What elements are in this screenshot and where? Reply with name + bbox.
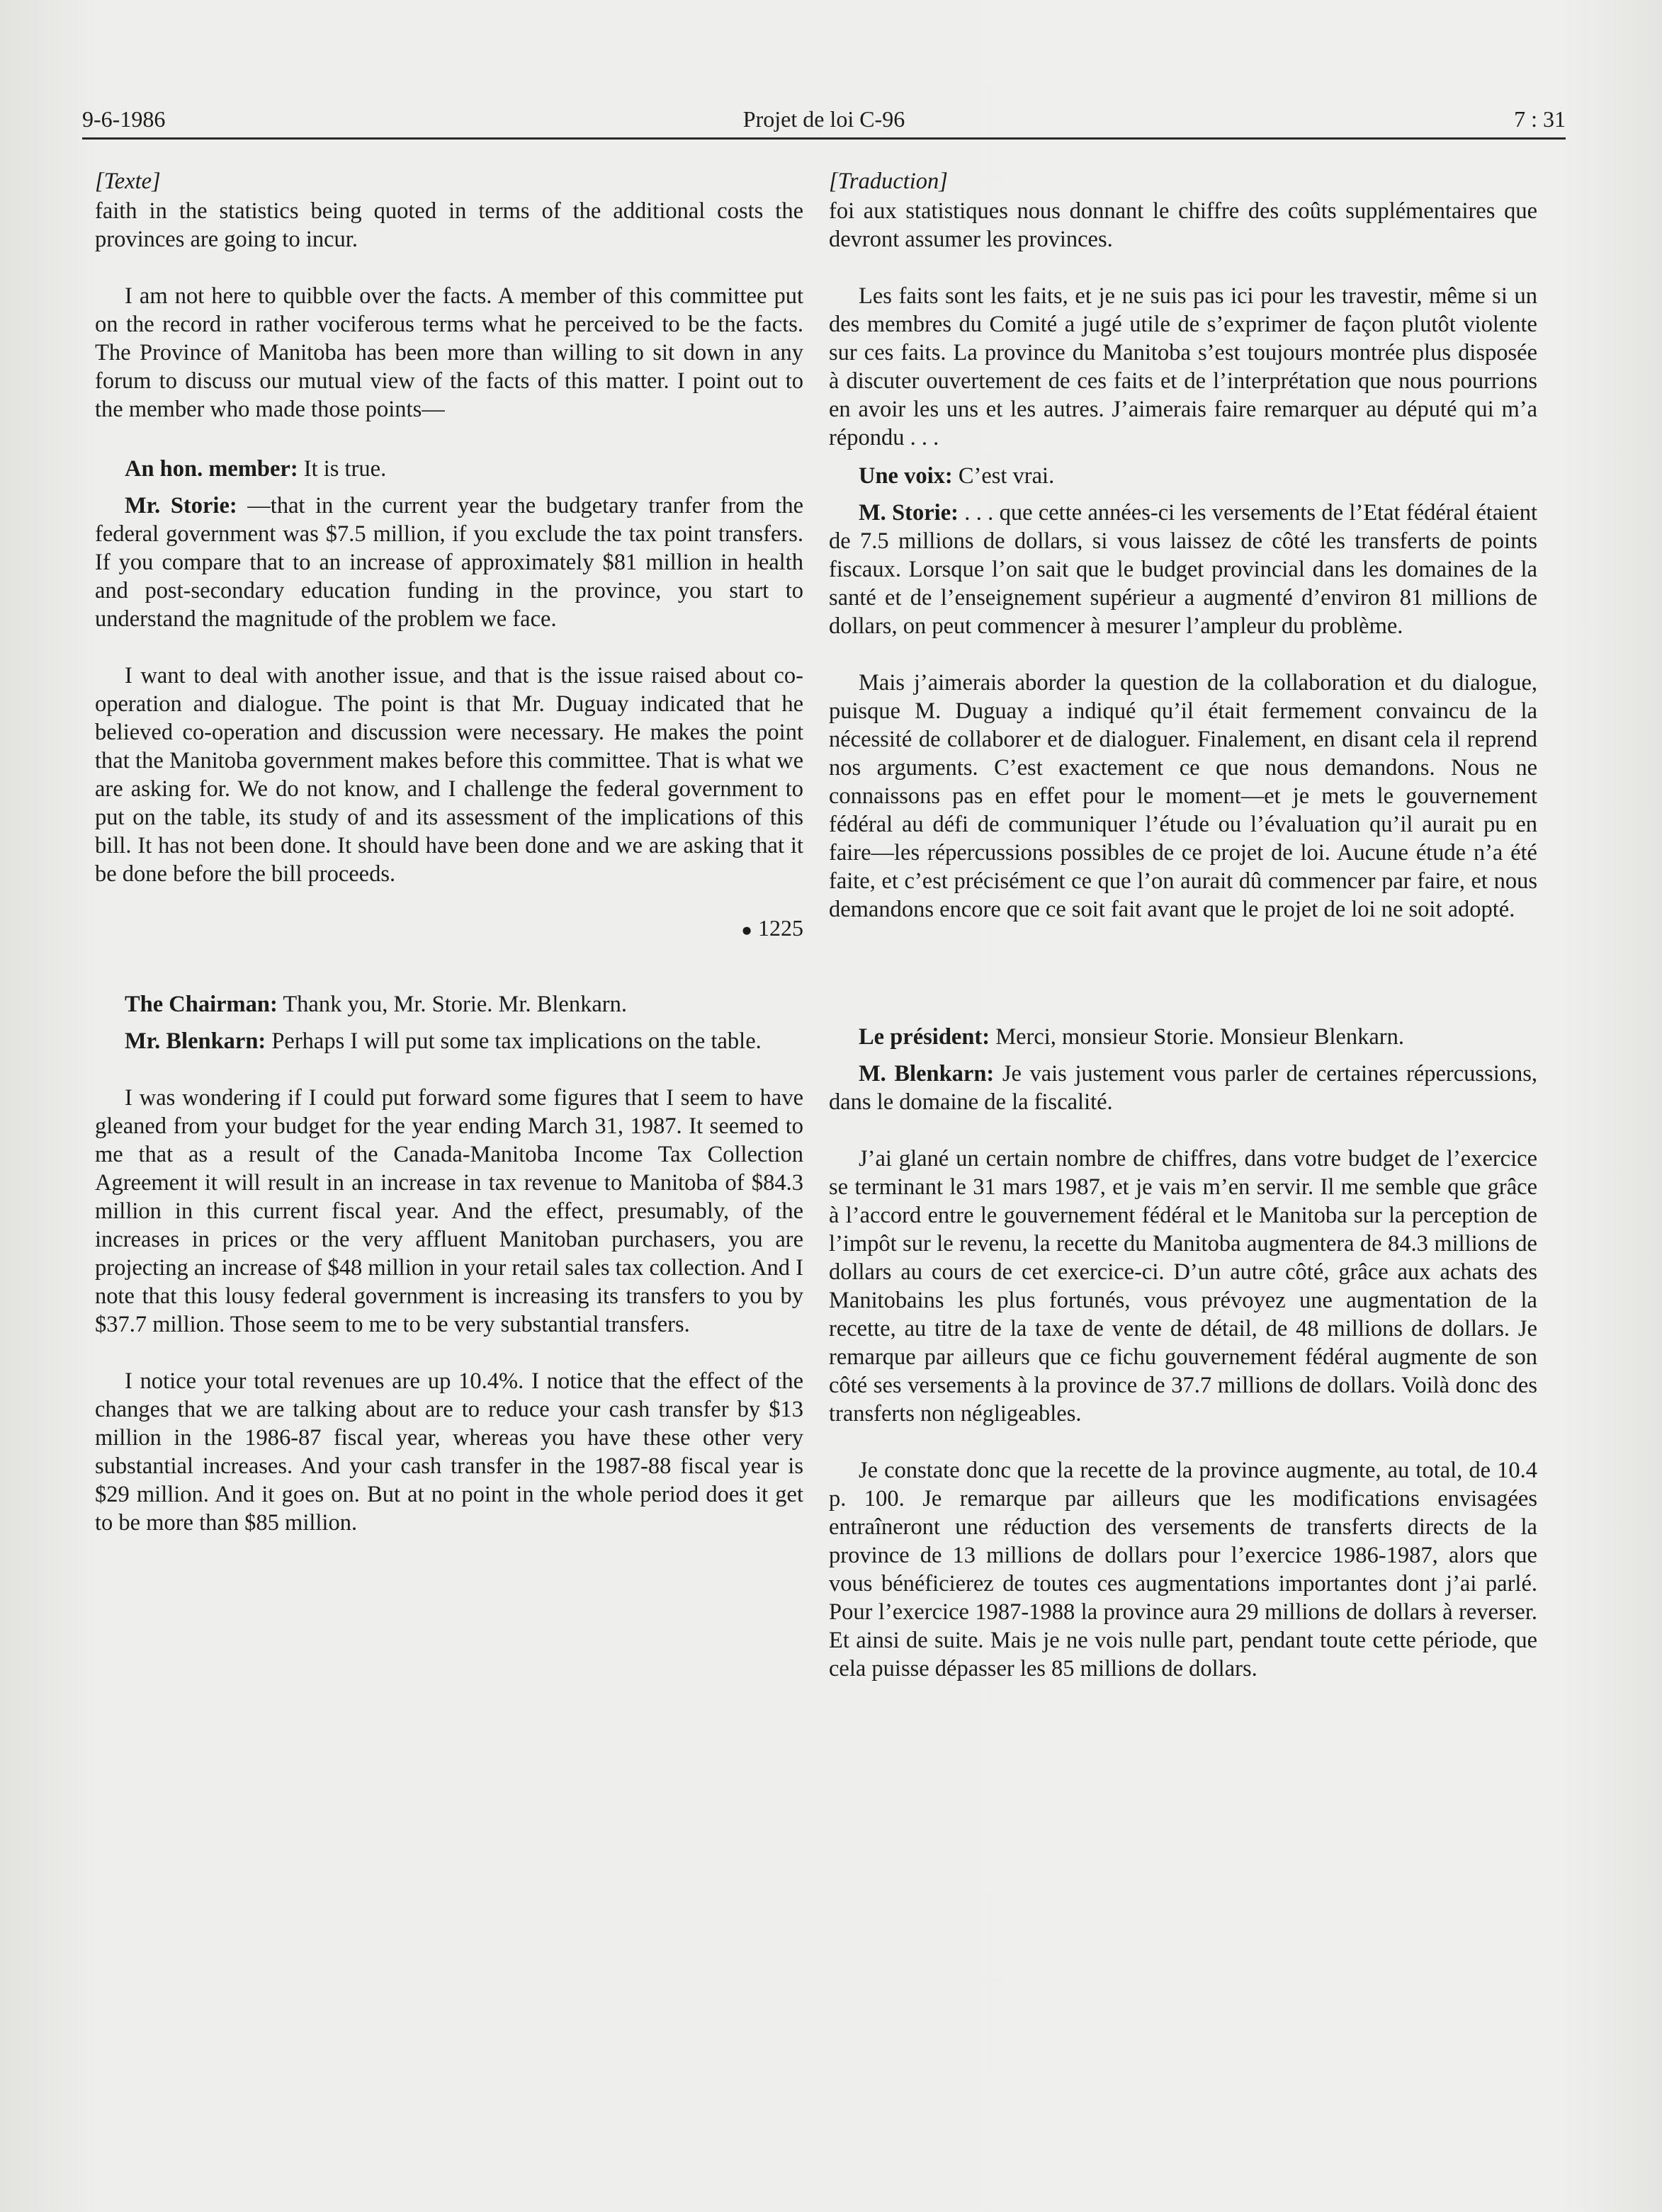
paragraph: Mais j’aimerais aborder la question de la collaboration et du dialogue, puisque M. Duguay a indiqué qu’il était fermement convaincu de la nécessité de collaborer et de dialoguer. Finalement, en disant cela il reprend nos arguments. C’est exactement ce que nous demandons. Nous ne connaissons pas en effet pour le moment—et je mets le gouvernement fédéral au défi de communiquer l’étude ou l’évaluation qu’il aurait pu en faire—les répercussions possibles de ce projet de loi. Aucune étude n’a été faite, et c’est précisément ce que l’on aurait dû commencer par faire, et nous demandons encore que ce soit fait avant que le projet de loi ne soit adopté.: [829, 670, 1537, 922]
paragraph: I notice your total revenues are up 10.4%. I notice that the effect of the changes that we are talking about are to reduce your cash transfer by $13 million in the 1986-87 fiscal year, whereas you have these other very substantial increases. And your cash transfer in the 1987-88 fiscal year is $29 million. And it goes on. But at no point in the whole period does it get to be more than $85 million.: [95, 1368, 803, 1536]
english-column: [95, 167, 803, 1537]
paragraph: Je constate donc que la recette de la province augmente, au total, de 10.4 p. 100. Je remarque par ailleurs que les modifications envisagées entraîneront une réduction des versements de transferts directs de la province de 13 millions de dollars pour l’exercice 1986-1987, alors que vous bénéficierez de toutes ces augmentations importantes dont j’ai parlé. Pour l’exercice 1987-1988 la province aura 29 millions de dollars à reverser. Et ainsi de suite. Mais je ne vois nulle part, pendant toute cette période, que cela puisse dépasser les 85 millions de dollars.: [829, 1458, 1537, 1681]
paragraph: J’ai glané un certain nombre de chiffres, dans votre budget de l’exercice se terminant le 31 mars 1987, et je vais m’en servir. Il me semble que grâce à l’accord entre le gouvernement fédéral et le Manitoba sur la perception de l’impôt sur le revenu, la recette du Manitoba augmentera de 84.3 millions de dollars au cours de cet exercice-ci. D’un autre côté, grâce aux achats des Manitobains les plus fortunés, vous prévoyez une augmentation de la recette, au titre de la taxe de vente de détail, de 48 millions de dollars. Je remarque par ailleurs que ce fichu gouvernement fédéral augmente de son côté ses versements à la province de 37.7 millions de dollars. Voilà donc des transferts non négligeables.: [829, 1146, 1537, 1427]
speaker-name: Le président:: [859, 1024, 990, 1050]
time-marker-text: 1225: [758, 915, 803, 941]
speech-text: It is true.: [298, 456, 387, 482]
time-marker: [95, 914, 803, 945]
speech: [95, 990, 803, 1019]
texte-label: [Texte]: [95, 169, 161, 194]
speech: [829, 1023, 1537, 1051]
speech: [95, 455, 803, 483]
speaker-name: Mr. Blenkarn:: [125, 1028, 266, 1054]
speech-text: . . . que cette années-ci les versements de l’Etat fédéral étaient de 7.5 millions de dollars, si vous laissez de côté les transferts de points fiscaux. Lorsque l’on sait que le budget provincial dans les domaines de la santé et de l’enseignement supérieur a augmenté d’environ 81 millions de dollars, on peut commencer à mesurer l’ampleur du problème.: [829, 500, 1537, 639]
paragraph: I am not here to quibble over the facts. A member of this committee put on the record in rather vociferous terms what he perceived to be the facts. The Province of Manitoba has been more than willing to sit down in any forum to discuss our mutual view of the facts of this matter. I point out to the member who made those points—: [95, 283, 803, 422]
speaker-name: An hon. member:: [125, 456, 298, 482]
speech-text: C’est vrai.: [952, 463, 1055, 489]
french-column: [829, 167, 1537, 1683]
speech: [829, 499, 1537, 640]
paragraph: foi aux statistiques nous donnant le chiffre des coûts supplémentaires que devront assumer les provinces.: [829, 198, 1537, 252]
header-rule: [82, 137, 1566, 140]
speech-text: Perhaps I will put some tax implications on the table.: [266, 1028, 762, 1054]
speaker-name: M. Storie:: [859, 500, 959, 526]
speaker-name: Une voix:: [859, 463, 953, 489]
bullet-icon: ●: [741, 919, 752, 941]
traduction-label: [Traduction]: [829, 169, 948, 194]
speech-text: Je vais justement vous parler de certaines répercussions, dans le domaine de la fiscalité.: [829, 1061, 1537, 1115]
paragraph: I want to deal with another issue, and that is the issue raised about co-operation and dialogue. The point is that Mr. Duguay indicated that he believed co-operation and discussion were necessary. He makes the point that the Manitoba government makes before this committee. That is what we are asking for. We do not know, and I challenge the federal government to put on the table, its study of and its assessment of the implications of this bill. It has not been done. It should have been done and we are asking that it be done before the bill proceeds.: [95, 663, 803, 887]
speech-text: Merci, monsieur Storie. Monsieur Blenkarn.: [990, 1024, 1404, 1050]
header-title: Projet de loi C-96: [742, 106, 905, 132]
speaker-name: Mr. Storie:: [125, 493, 237, 518]
speech: [829, 1060, 1537, 1116]
header-date: 9-6-1986: [82, 106, 166, 132]
paragraph: faith in the statistics being quoted in terms of the additional costs the provinces are going to incur.: [95, 198, 803, 252]
speech: [829, 462, 1537, 490]
speaker-name: The Chairman:: [125, 991, 278, 1017]
speaker-name: M. Blenkarn:: [859, 1061, 995, 1087]
paragraph: I was wondering if I could put forward some figures that I seem to have gleaned from your budget for the year ending March 31, 1987. It seemed to me that as a result of the Canada-Manitoba Income Tax Collection Agreement it will result in an increase in tax revenue to Manitoba of $84.3 million in this current fiscal year. And the effect, presumably, of the increases in prices or the very affluent Manitoban purchasers, you are projecting an increase of $48 million in your retail sales tax collection. And I note that this lousy federal government is increasing its transfers to you by $37.7 million. Those seem to me to be very substantial transfers.: [95, 1084, 803, 1337]
speech-text: —that in the current year the budgetary tranfer from the federal government was $7.5 million, if you exclude the tax point transfers. If you compare that to an increase of approximately $81 million in health and post-secondary education funding in the province, you start to understand the magnitude of the problem we face.: [95, 493, 803, 632]
paragraph: Les faits sont les faits, et je ne suis pas ici pour les travestir, même si un des membres du Comité a jugé utile de s’exprimer de façon plutôt violente sur ces faits. La province du Manitoba s’est toujours montrée plus disposée à discuter ouvertement de ces faits et de l’interprétation que nous pourrions en avoir les uns et les autres. J’aimerais faire remarquer au député qui m’a répondu . . .: [829, 283, 1537, 450]
speech-text: Thank you, Mr. Storie. Mr. Blenkarn.: [277, 991, 627, 1017]
speech: [95, 492, 803, 633]
speech: [95, 1027, 803, 1055]
header-page-number: 7 : 31: [1514, 106, 1566, 132]
